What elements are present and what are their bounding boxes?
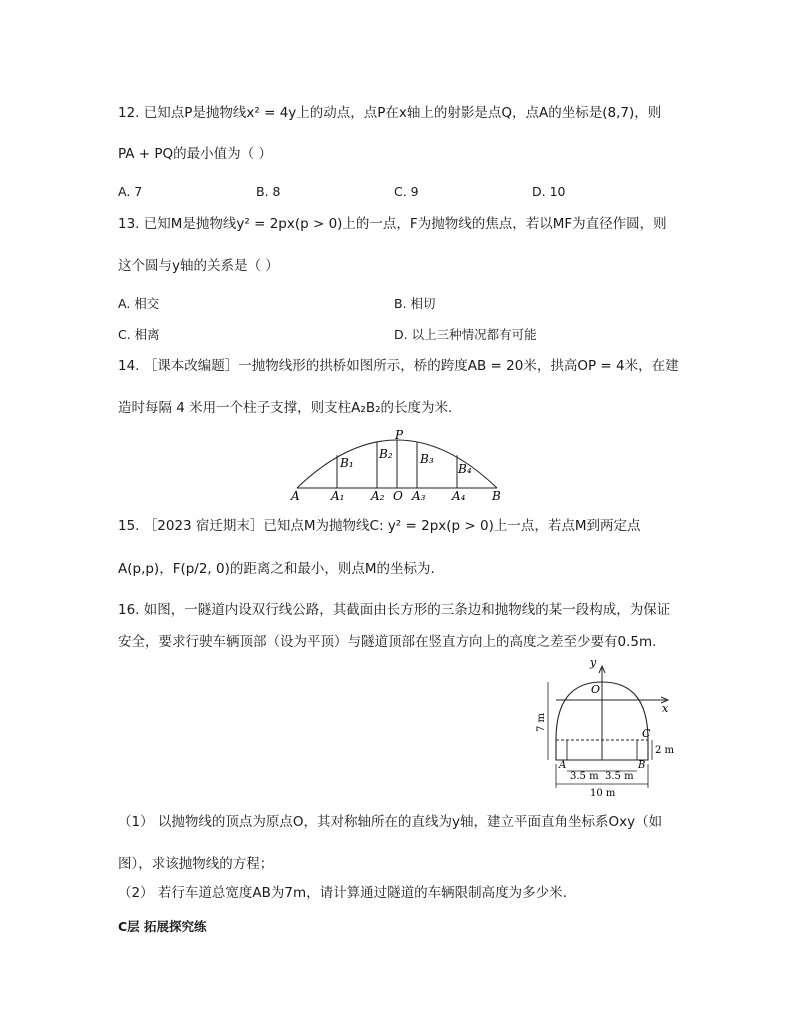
- q13-stem-line1: 13. 已知M是抛物线y² = 2px(p > 0)上的一点，F为抛物线的焦点，若以MF为直径作圆，则: [118, 216, 667, 232]
- q13-option-d: D. 以上三种情况都有可能: [394, 327, 537, 342]
- q12-stem-line1: 12. 已知点P是抛物线x² = 4y上的动点，点P在x轴上的射影是点Q，点A的坐标是(8,7)，则: [118, 105, 662, 121]
- label-b: B: [492, 489, 501, 503]
- q16-sub2: （2） 若行车道总宽度AB为7m，请计算通过隧道的车辆限制高度为多少米.: [118, 885, 567, 901]
- label-a2: A₂: [371, 489, 385, 503]
- fig-label-7m: 7 m: [536, 712, 547, 732]
- label-a4: A₄: [452, 489, 466, 503]
- q13-option-a: A. 相交: [118, 296, 160, 311]
- label-p: P: [395, 428, 404, 442]
- fig-label-y: y: [590, 660, 597, 669]
- q12-option-b: B. 8: [256, 184, 281, 199]
- label-a1: A₁: [331, 489, 345, 503]
- tunnel-figure: [528, 660, 678, 800]
- q16-sub1-line1: （1） 以抛物线的顶点为原点O，其对称轴所在的直线为y轴，建立平面直角坐标系Oxy（如: [118, 814, 663, 830]
- q12-option-c: C. 9: [394, 184, 419, 199]
- fig-label-a: A: [559, 760, 567, 771]
- fig-label-3-5m-right: 3.5 m: [605, 771, 634, 782]
- label-o: O: [393, 489, 403, 503]
- label-b2: B₂: [379, 447, 393, 461]
- fig-label-o: O: [591, 683, 601, 696]
- q16-sub1-line2: 图），求该抛物线的方程；: [118, 856, 274, 872]
- fig-label-b: B: [638, 760, 646, 771]
- q16-stem-line2: 安全，要求行驶车辆顶部（设为平顶）与隧道顶部在竖直方向上的高度之差至少要有0.5m.: [118, 634, 657, 650]
- label-b3: B₃: [420, 452, 434, 466]
- fig-label-3-5m-left: 3.5 m: [570, 771, 599, 782]
- q14-stem-line2: 造时每隔 4 米用一个柱子支撑，则支柱A₂B₂的长度为米.: [118, 400, 453, 416]
- q13-stem-line2: 这个圆与y轴的关系是（ ）: [118, 258, 279, 274]
- q12-option-d: D. 10: [532, 184, 566, 199]
- q16-stem-line1: 16. 如图，一隧道内设双行线公路，其截面由长方形的三条边和抛物线的某一段构成，为保证: [118, 602, 671, 618]
- q12-stem-line2: PA + PQ的最小值为（ ）: [118, 146, 272, 162]
- fig-label-2m: 2 m: [655, 745, 675, 756]
- q12-option-a: A. 7: [118, 184, 143, 199]
- q14-stem-line1: 14. ［课本改编题］一抛物线形的拱桥如图所示，桥的跨度AB = 20米，拱高OP = 4米，在建: [118, 358, 679, 374]
- fig-label-10m: 10 m: [590, 788, 616, 799]
- fig-label-x: x: [662, 702, 669, 715]
- fig-label-c: C: [642, 727, 651, 740]
- arch-bridge-figure: [285, 425, 515, 503]
- label-a3: A₃: [412, 489, 426, 503]
- q13-option-c: C. 相离: [118, 327, 160, 342]
- q13-option-b: B. 相切: [394, 296, 436, 311]
- label-b1: B₁: [340, 456, 354, 470]
- section-c-title: C层 拓展探究练: [118, 919, 207, 934]
- q15-stem-line1: 15. ［2023 宿迁期末］已知点M为抛物线C: y² = 2px(p > 0)上一点，若点M到两定点: [118, 518, 641, 534]
- label-b4: B₄: [458, 462, 472, 476]
- label-a: A: [291, 489, 300, 503]
- q15-stem-line2: A(p,p)，F(p/2, 0)的距离之和最小，则点M的坐标为.: [118, 561, 435, 577]
